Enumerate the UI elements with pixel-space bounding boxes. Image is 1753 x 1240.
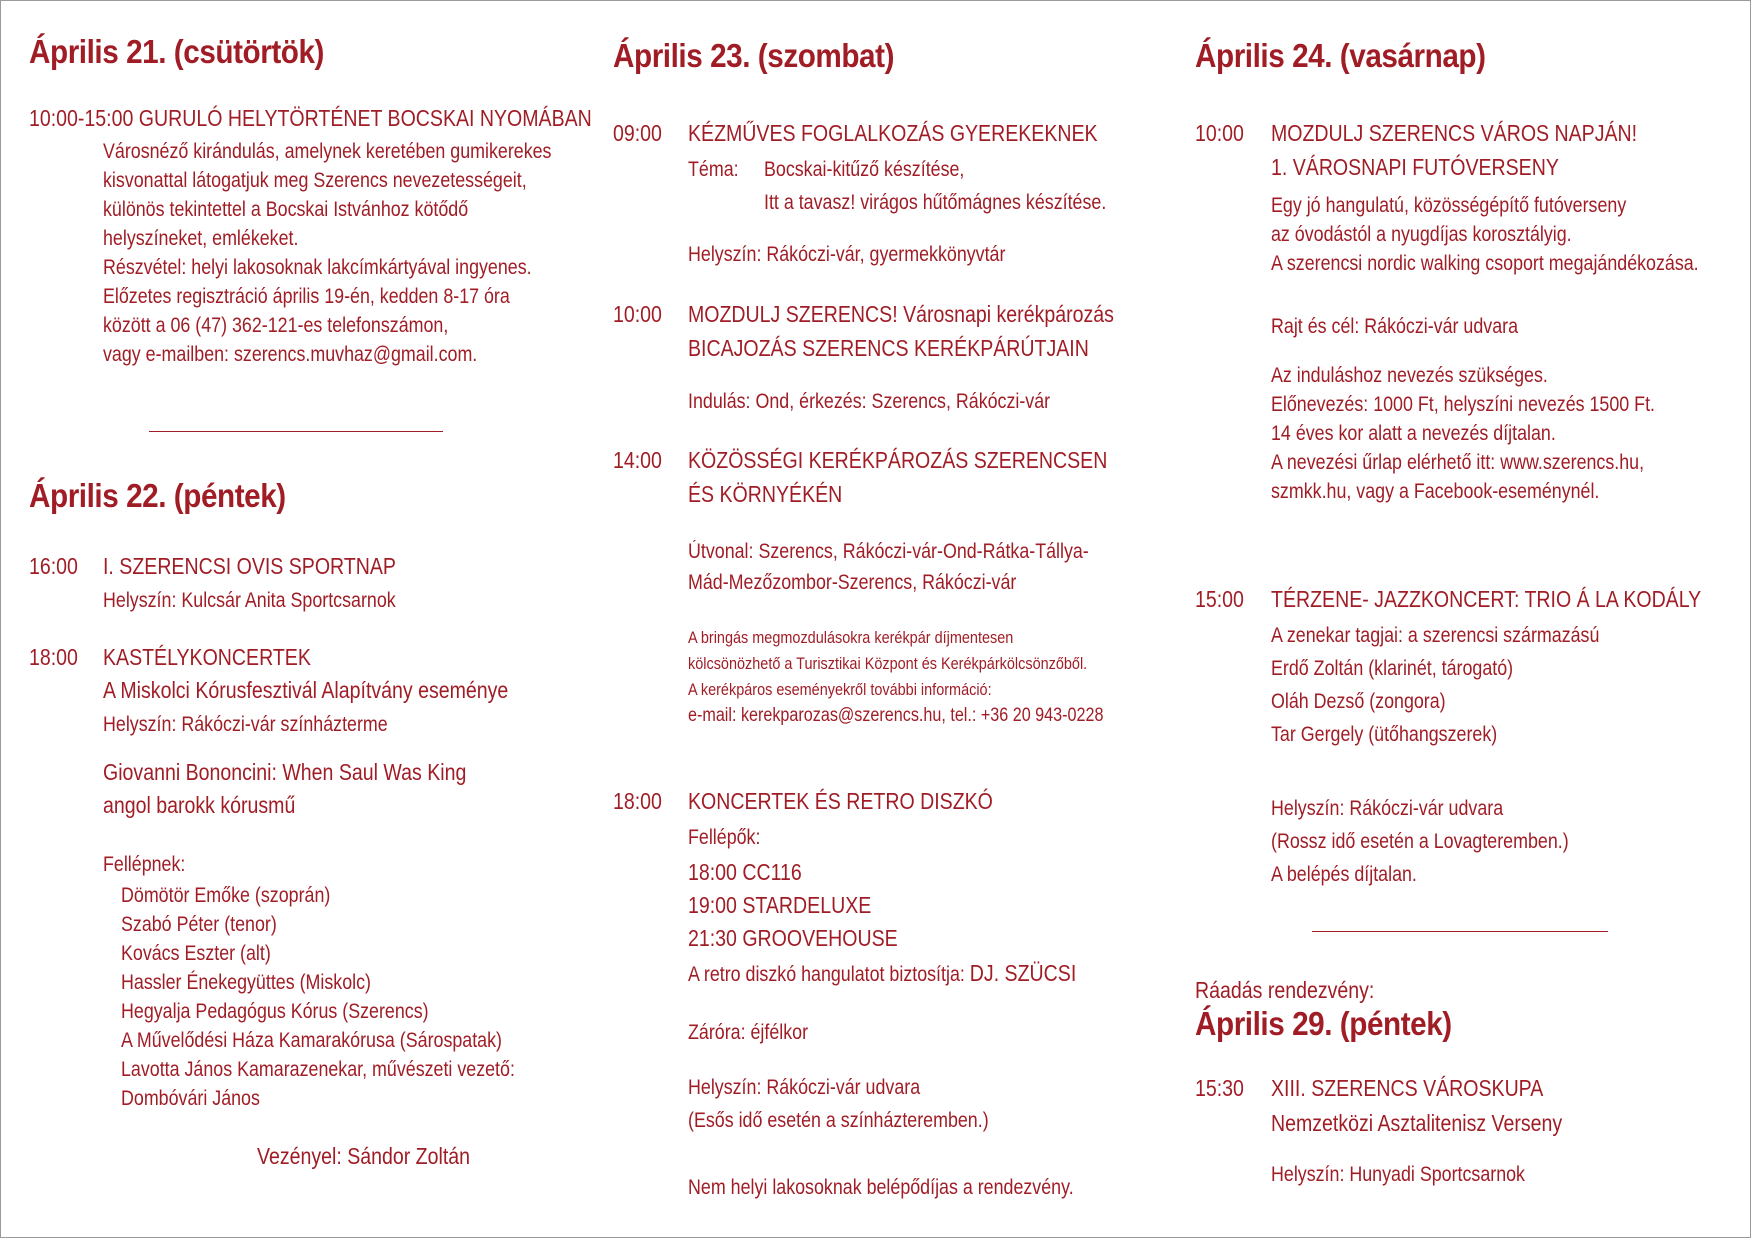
event-varoskupa-title: XIII. SZERENCS VÁROSKUPA xyxy=(1271,1075,1544,1101)
reg-line: szmkk.hu, vagy a Facebook-eseménynél. xyxy=(1271,480,1600,503)
reg-line: 14 éves kor alatt a nevezés díjtalan. xyxy=(1271,422,1556,445)
event-mozdulj-description xyxy=(1271,191,1699,278)
event-kozossegi-title: KÖZÖSSÉGI KERÉKPÁROZÁS SZERENCSEN xyxy=(688,447,1108,473)
desc-line: Egy jó hangulatú, közösségépítő futóverseny xyxy=(1271,194,1627,217)
event-mozdulj-title: MOZDULJ SZERENCS VÁROS NAPJÁN! xyxy=(1271,120,1638,146)
event-kastely-subtitle: A Miskolci Kórusfesztivál Alapítvány eseménye xyxy=(103,677,509,703)
theme-line: Itt a tavasz! virágos hűtőmágnes készítése. xyxy=(764,191,1107,214)
member: Erdő Zoltán (klarinét, tárogató) xyxy=(1271,657,1514,680)
desc-line: helyszíneket, emlékeket. xyxy=(103,227,299,250)
event-time: 16:00 xyxy=(29,553,78,579)
heading-april-23: Április 23. (szombat) xyxy=(613,37,895,74)
performer: Szabó Péter (tenor) xyxy=(121,913,277,936)
note-line: e-mail: kerekparozas@szerencs.hu, tel.: +36 20 943-0228 xyxy=(688,705,1104,726)
desc-line: Részvétel: helyi lakosoknak lakcímkártyával ingyenes. xyxy=(103,256,532,279)
theme-line: Bocskai-kitűző készítése, xyxy=(764,158,965,181)
heading-april-29: Április 29. (péntek) xyxy=(1195,1005,1452,1042)
desc-line: Városnéző kirándulás, amelynek keretében gumikerekes xyxy=(103,140,552,163)
event-time: 15:00 xyxy=(1195,586,1244,612)
registration-info xyxy=(1271,361,1655,506)
event-varoskupa-subtitle: Nemzetközi Asztalitenisz Verseny xyxy=(1271,1110,1563,1136)
event-time: 10:00 xyxy=(613,301,662,327)
event-kastely-work: Giovanni Bononcini: When Saul Was King xyxy=(103,759,467,785)
note-line: A bringás megmozdulásokra kerékpár díjmentesen xyxy=(688,628,1014,647)
act: 19:00 STARDELUXE xyxy=(688,892,872,918)
desc-line: között a 06 (47) 362-121-es telefonszámon, xyxy=(103,314,449,337)
event-kezmuves-location: Helyszín: Rákóczi-vár, gyermekkönyvtár xyxy=(688,243,1006,266)
desc-line: kisvonattal látogatjuk meg Szerencs nevezetességeit, xyxy=(103,169,527,192)
desc-line: különös tekintettel a Bocskai Istvánhoz kötődő xyxy=(103,198,469,221)
heading-april-24: Április 24. (vasárnap) xyxy=(1195,37,1486,74)
fee-note: Nem helyi lakosoknak belépődíjas a rendezvény. xyxy=(688,1176,1074,1199)
loc-line: A belépés díjtalan. xyxy=(1271,863,1417,886)
note-line: A kerékpáros eseményekről további információ: xyxy=(688,680,992,699)
event-time: 18:00 xyxy=(613,788,662,814)
route-line: Útvonal: Szerencs, Rákóczi-vár-Ond-Rátka-Tállya- xyxy=(688,540,1089,563)
event-time: 09:00 xyxy=(613,120,662,146)
dj-name: DJ. SZÜCSI xyxy=(969,960,1077,986)
event-kastely-location: Helyszín: Rákóczi-vár színházterme xyxy=(103,713,388,736)
performer: Kovács Eszter (alt) xyxy=(121,942,271,965)
member: Oláh Dezső (zongora) xyxy=(1271,690,1446,713)
performers-label: Fellépők: xyxy=(688,826,761,849)
event-time: 14:00 xyxy=(613,447,662,473)
loc-line: Helyszín: Rákóczi-vár udvara xyxy=(1271,797,1504,820)
heading-april-21: Április 21. (csütörtök) xyxy=(29,33,324,70)
closing-time: Záróra: éjfélkor xyxy=(688,1021,809,1044)
event-kezmuves-title: KÉZMŰVES FOGLALKOZÁS GYEREKEKNEK xyxy=(688,120,1098,146)
act: 18:00 CC116 xyxy=(688,859,802,885)
performer: Hassler Énekegyüttes (Miskolc) xyxy=(121,971,371,994)
reg-line: Az induláshoz nevezés szükséges. xyxy=(1271,364,1548,387)
event-ovis-location: Helyszín: Kulcsár Anita Sportcsarnok xyxy=(103,589,396,612)
location-line: (Esős idő esetén a színházteremben.) xyxy=(688,1109,989,1132)
performer: Dombóvári János xyxy=(121,1087,260,1110)
event-guruló-title: 10:00-15:00 GURULÓ HELYTÖRTÉNET BOCSKAI NYOMÁBAN xyxy=(29,105,592,131)
event-kastely-title: KASTÉLYKONCERTEK xyxy=(103,644,311,670)
conductor: Vezényel: Sándor Zoltán xyxy=(257,1143,471,1169)
event-bicaj-title-2: BICAJOZÁS SZERENCS KERÉKPÁRÚTJAIN xyxy=(688,335,1089,361)
bonus-label: Ráadás rendezvény: xyxy=(1195,977,1375,1003)
event-kozossegi-title-2: ÉS KÖRNYÉKÉN xyxy=(688,481,843,507)
act: 21:30 GROOVEHOUSE xyxy=(688,925,898,951)
performers-list xyxy=(121,881,515,1113)
performer: Hegyalja Pedagógus Kórus (Szerencs) xyxy=(121,1000,429,1023)
desc-line: vagy e-mailben: szerencs.muvhaz@gmail.com. xyxy=(103,343,478,366)
heading-april-22: Április 22. (péntek) xyxy=(29,477,286,514)
event-varoskupa-location: Helyszín: Hunyadi Sportcsarnok xyxy=(1271,1163,1525,1186)
divider xyxy=(1312,931,1608,932)
event-koncert-title: KONCERTEK ÉS RETRO DISZKÓ xyxy=(688,788,993,814)
performer: Dömötör Emőke (szoprán) xyxy=(121,884,331,907)
event-bicaj-route: Indulás: Ond, érkezés: Szerencs, Rákóczi-vár xyxy=(688,390,1051,413)
bike-info-note xyxy=(688,625,1103,729)
event-bicaj-title: MOZDULJ SZERENCS! Városnapi kerékpározás xyxy=(688,301,1114,327)
divider xyxy=(149,431,443,432)
reg-line: A nevezési űrlap elérhető itt: www.szerencs.hu, xyxy=(1271,451,1645,474)
jazz-location xyxy=(1271,794,1569,889)
dj-line xyxy=(688,959,1076,989)
member: Tar Gergely (ütőhangszerek) xyxy=(1271,723,1498,746)
event-time: 10:00 xyxy=(1195,120,1244,146)
theme-label: Téma: xyxy=(688,158,739,181)
start-finish: Rajt és cél: Rákóczi-vár udvara xyxy=(1271,315,1519,338)
note-line: kölcsönözhető a Turisztikai Központ és Kerékpárkölcsönzőből. xyxy=(688,654,1088,673)
desc-line: A szerencsi nordic walking csoport megajándékozása. xyxy=(1271,252,1699,275)
band-members xyxy=(1271,621,1599,749)
performers-label: Fellépnek: xyxy=(103,853,186,876)
event-jazz-title: TÉRZENE- JAZZKONCERT: TRIO Á LA KODÁLY xyxy=(1271,586,1702,612)
desc-line: Előzetes regisztráció április 19-én, kedden 8-17 óra xyxy=(103,285,510,308)
route-line: Mád-Mezőzombor-Szerencs, Rákóczi-vár xyxy=(688,571,1017,594)
event-kastely-work-desc: angol barokk kórusmű xyxy=(103,792,296,818)
loc-line: (Rossz idő esetén a Lovagteremben.) xyxy=(1271,830,1569,853)
event-ovis-title: I. SZERENCSI OVIS SPORTNAP xyxy=(103,553,396,579)
performer: A Művelődési Háza Kamarakórusa (Sárospatak) xyxy=(121,1029,502,1052)
event-guruló-description xyxy=(103,137,551,369)
desc-line: az óvodástól a nyugdíjas korosztályig. xyxy=(1271,223,1572,246)
event-time: 15:30 xyxy=(1195,1075,1244,1101)
event-mozdulj-title-2: 1. VÁROSNAPI FUTÓVERSENY xyxy=(1271,154,1559,180)
performer: Lavotta János Kamarazenekar, művészeti vezető: xyxy=(121,1058,515,1081)
reg-line: Előnevezés: 1000 Ft, helyszíni nevezés 1500 Ft. xyxy=(1271,393,1656,416)
dj-text: A retro diszkó hangulatot biztosítja: xyxy=(688,963,965,986)
member: A zenekar tagjai: a szerencsi származású xyxy=(1271,624,1600,647)
event-time: 18:00 xyxy=(29,644,78,670)
location-line: Helyszín: Rákóczi-vár udvara xyxy=(688,1076,921,1099)
